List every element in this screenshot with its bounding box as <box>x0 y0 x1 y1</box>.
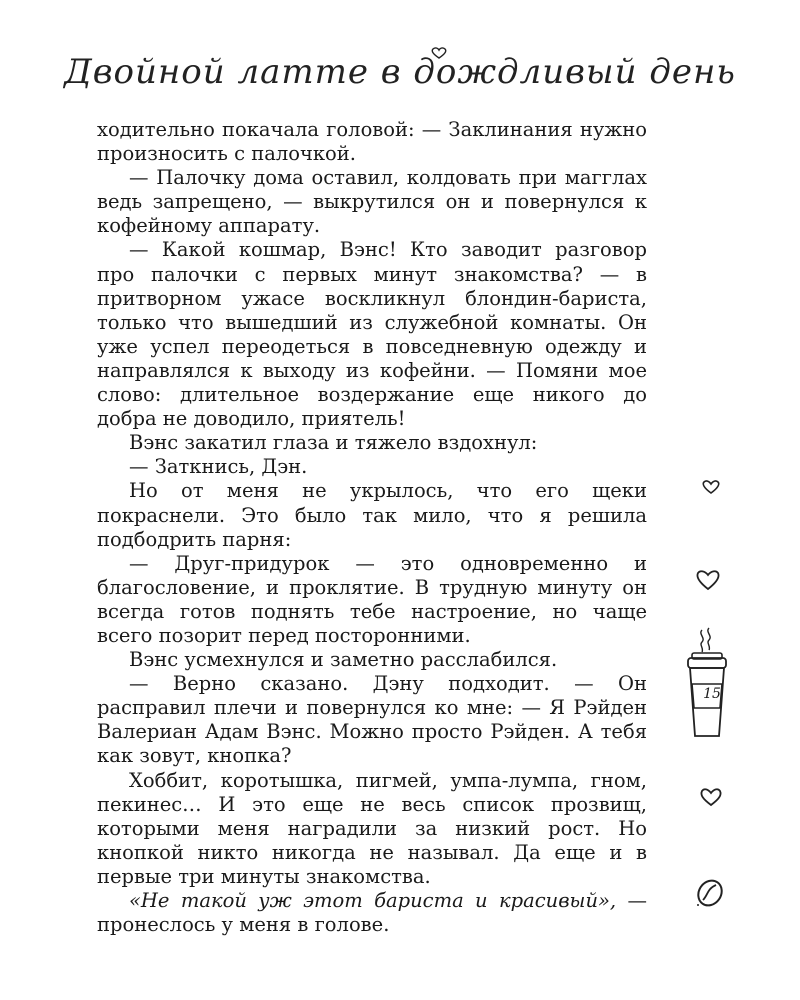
paragraph: Вэнс закатил глаза и тяжело вздохнул: <box>129 431 538 455</box>
running-header <box>0 52 800 92</box>
paragraph: ходительно покачала головой: — Заклинания нужно произносить с палочкой. <box>97 118 647 166</box>
paragraph: Хоббит, коротышка, пигмей, умпа-лумпа, гном, пекинес… И это еще не весь список прозвищ, которыми меня наградили за низкий рост. Но кнопкой никто никогда не называл. Да еще и в первые три минуты знакомства. <box>97 768 647 888</box>
paragraph: Но от меня не укрылось, что его щеки покраснели. Это было так мило, что я решила подбодрить парня: <box>97 479 647 551</box>
coffee-cup-icon <box>682 626 732 742</box>
paragraph: — Верно сказано. Дэну подходит. — Он расправил плечи и повернулся ко мне: — Я Рэйден Валериан Адам Вэнс. Можно просто Рэйден. А тебя как зовут, кнопка? <box>97 672 647 768</box>
paragraph: — Заткнись, Дэн. <box>129 455 308 479</box>
book-title: Двойной латте в дождливый день <box>64 52 736 92</box>
inner-thought-quote: «Не такой уж этот бариста и красивый», <box>129 889 617 912</box>
paragraph: — Какой кошмар, Вэнс! Кто заводит разговор про палочки с первых минут знакомства? — в притворном ужасе воскликнул блондин-бариста, только что вышедший из служебной комнаты. Он уже успел переодеться в повседневную одежду и направлялся к выходу из кофейни. — Помяни мое слово: длительное воздержание еще никого до добра не доводило, приятель! <box>97 238 647 431</box>
paragraph <box>97 889 647 937</box>
paragraph: — Друг-придурок — это одновременно и благословение, и проклятие. В трудную минуту он всегда готов поднять тебе настроение, но чаще всего позорит перед посторонними. <box>97 551 647 647</box>
heart-outline-icon <box>694 568 722 592</box>
body-text <box>97 118 647 937</box>
paragraph: — Палочку дома оставил, колдовать при магглах ведь запрещено, — выкрутился он и повернулся к кофейному аппарату. <box>97 166 647 238</box>
heart-outline-icon <box>698 786 724 808</box>
coffee-bean-icon <box>694 878 726 908</box>
page-number: 15 <box>703 686 721 702</box>
heart-outline-icon <box>700 478 722 496</box>
paragraph-tail: — пронеслось у меня в голове. <box>97 889 647 937</box>
paragraph: Вэнс усмехнулся и заметно расслабился. <box>129 648 558 672</box>
small-heart-icon <box>430 46 448 60</box>
